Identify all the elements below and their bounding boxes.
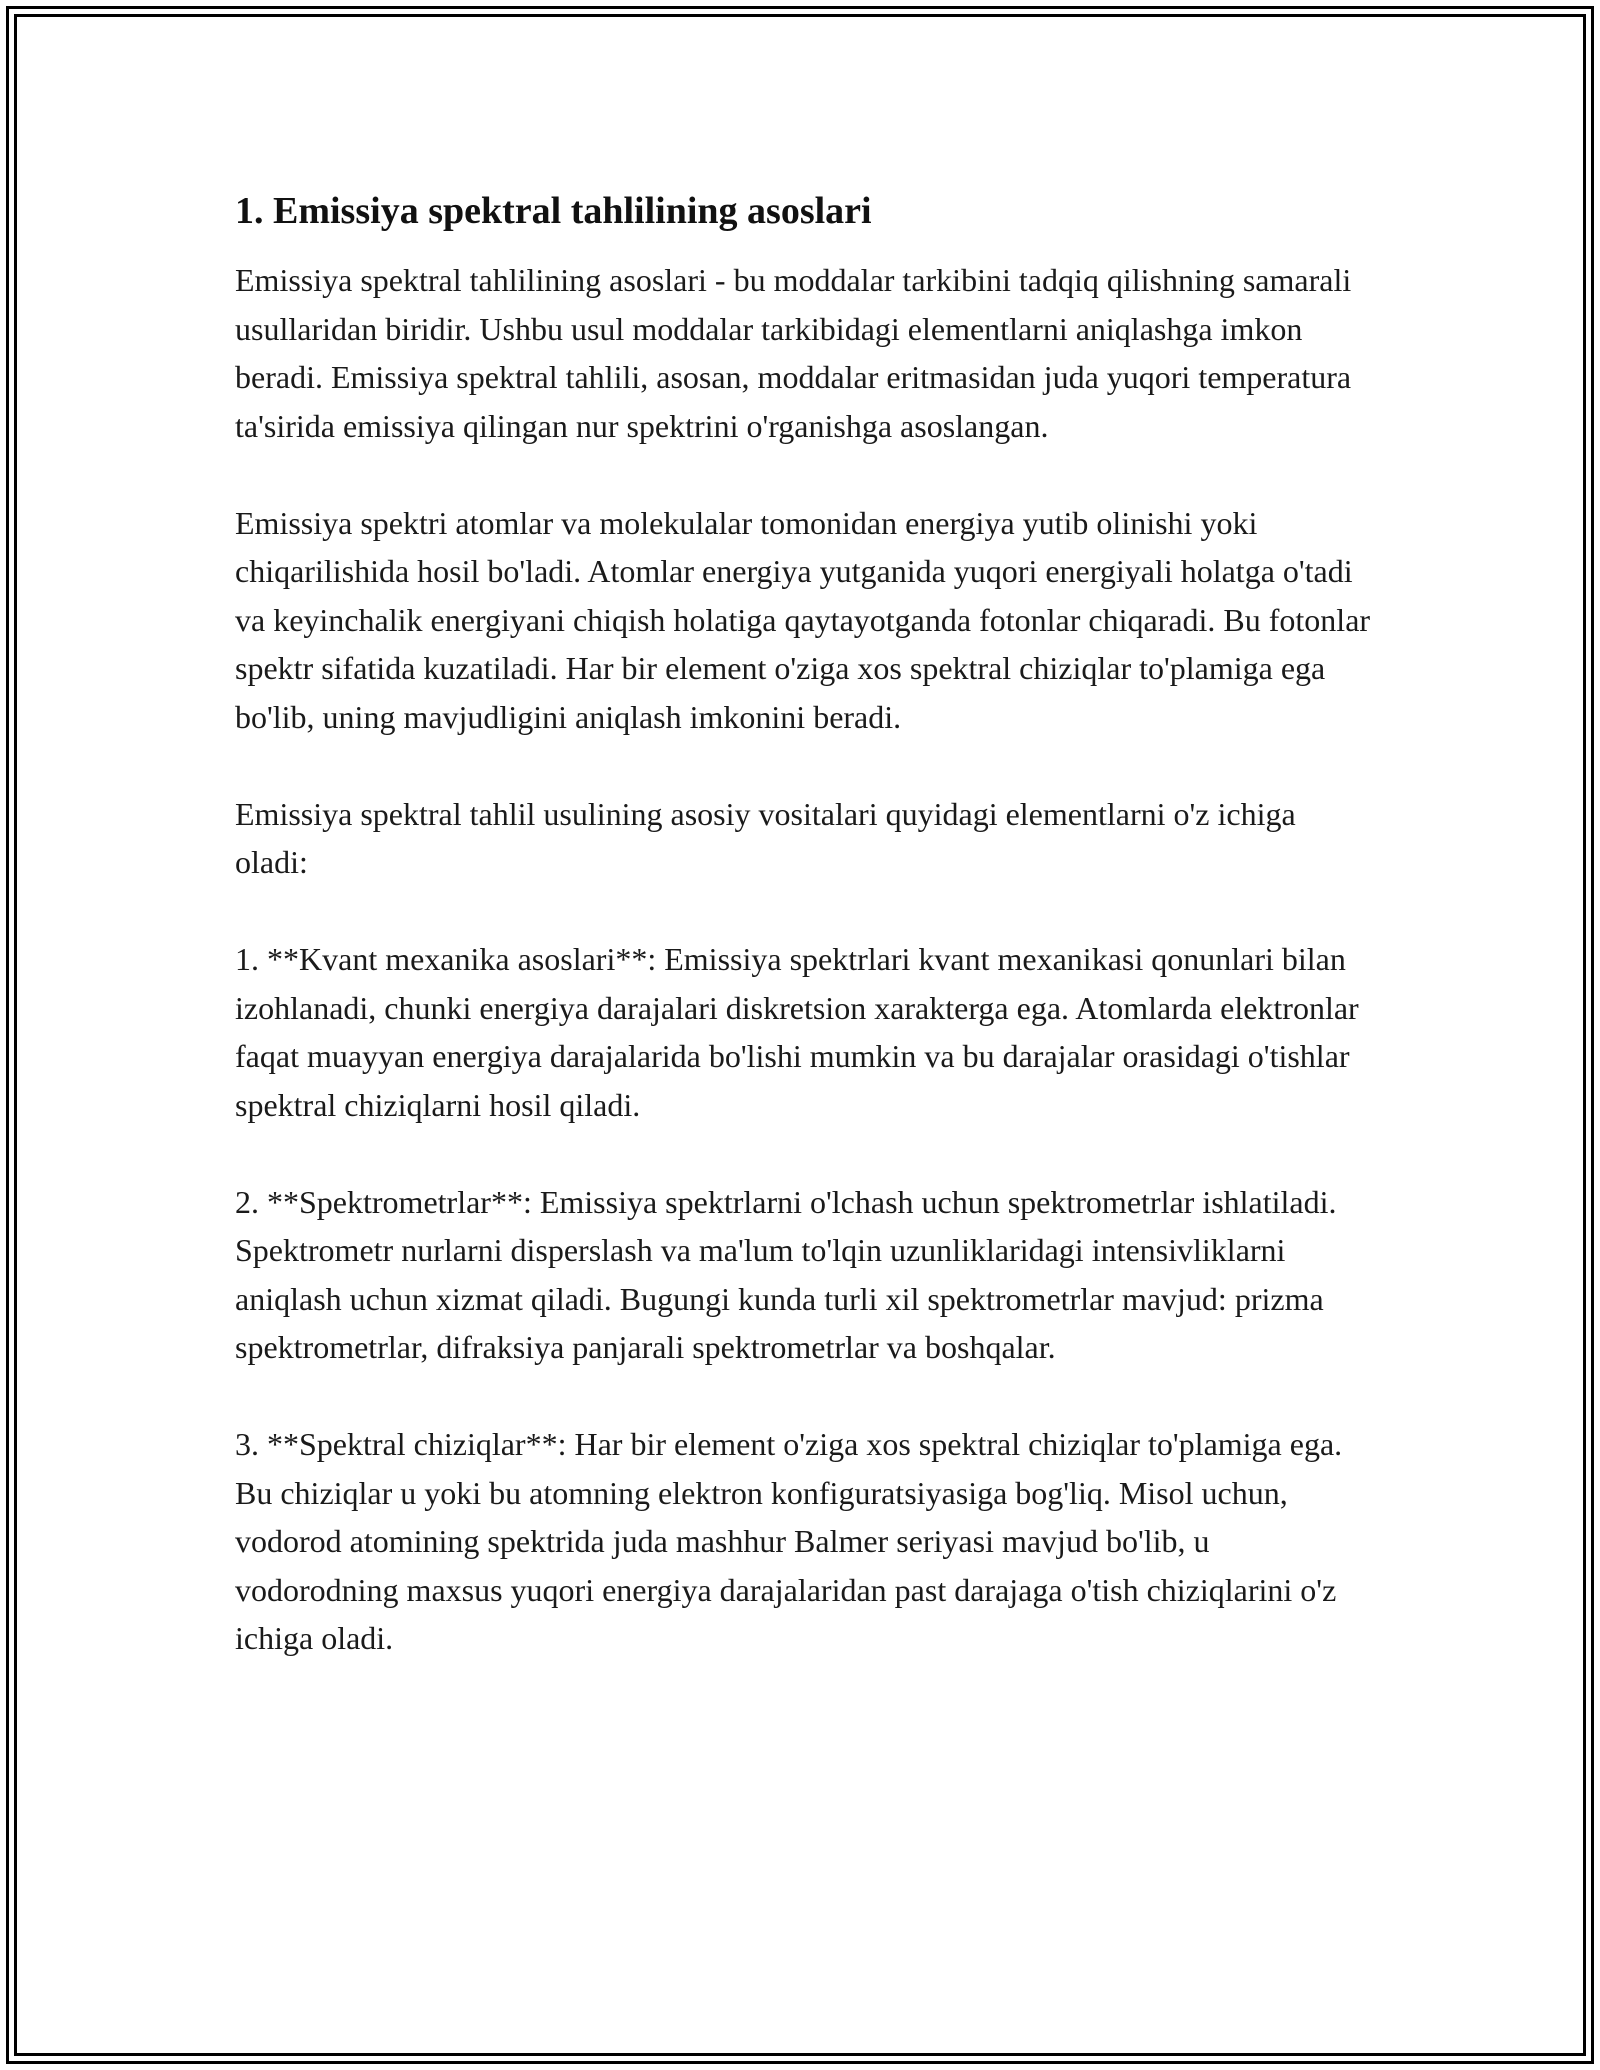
list-item-spectral-lines: 3. **Spektral chiziqlar**: Har bir element o'ziga xos spektral chiziqlar to'plamiga ega. Bu chiziqlar u yoki bu atomning elektron konfiguratsiyasiga bog'liq. Misol uchun, vodorod atomining spektrida juda mashhur Balmer seriyasi mavjud bo'lib, u vodorodning maxsus yuqori energiya darajalaridan past darajaga o'tish chiziqlarini o'z ichiga oladi.: [235, 1426, 1343, 1656]
list-item-spectrometers: 2. **Spektrometrlar**: Emissiya spektrlarni o'lchash uchun spektrometrlar ishlatiladi. Spektrometr nurlarni disperslash va ma'lum to'lqin uzunliklaridagi intensivliklarni aniqlash uchun xizmat qiladi. Bugungi kunda turli xil spektrometrlar mavjud: prizma spektrometrlar, difraksiya panjarali spektrometrlar va boshqalar.: [235, 1183, 1337, 1365]
document-body: [235, 186, 1375, 1711]
list-item-quantum-mechanics: 1. **Kvant mexanika asoslari**: Emissiya spektrlari kvant mexanikasi qonunlari bilan izohlanadi, chunki energiya darajalari diskretsion xarakterga ega. Atomlarda elektronlar faqat muayyan energiya darajalarida bo'lishi mumkin va bu darajalar orasidagi o'tishlar spektral chiziqlarni hosil qiladi.: [235, 941, 1359, 1123]
paragraph-emission-spectrum: Emissiya spektri atomlar va molekulalar tomonidan energiya yutib olinishi yoki chiqarilishida hosil bo'ladi. Atomlar energiya yutganida yuqori energiyali holatga o'tadi va keyinchalik energiyani chiqish holatiga qaytayotganda fotonlar chiqaradi. Bu fotonlar spektr sifatida kuzatiladi. Har bir element o'ziga xos spektral chiziqlar to'plamiga ega bo'lib, uning mavjudligini aniqlash imkonini beradi.: [235, 504, 1371, 735]
paragraph-tools-intro: Emissiya spektral tahlil usulining asosiy vositalari quyidagi elementlarni o'z ichiga oladi:: [235, 795, 1296, 880]
paragraph-intro: Emissiya spektral tahlilining asoslari - bu moddalar tarkibini tadqiq qilishning samarali usullaridan biridir. Ushbu usul moddalar tarkibidagi elementlarni aniqlashga imkon beradi. Emissiya spektral tahlili, asosan, moddalar eritmasidan juda yuqori temperatura ta'sirida emissiya qilingan nur spektrini o'rganishga asoslangan.: [235, 262, 1352, 444]
section-heading: 1. Emissiya spektral tahlilining asoslari: [235, 190, 872, 232]
